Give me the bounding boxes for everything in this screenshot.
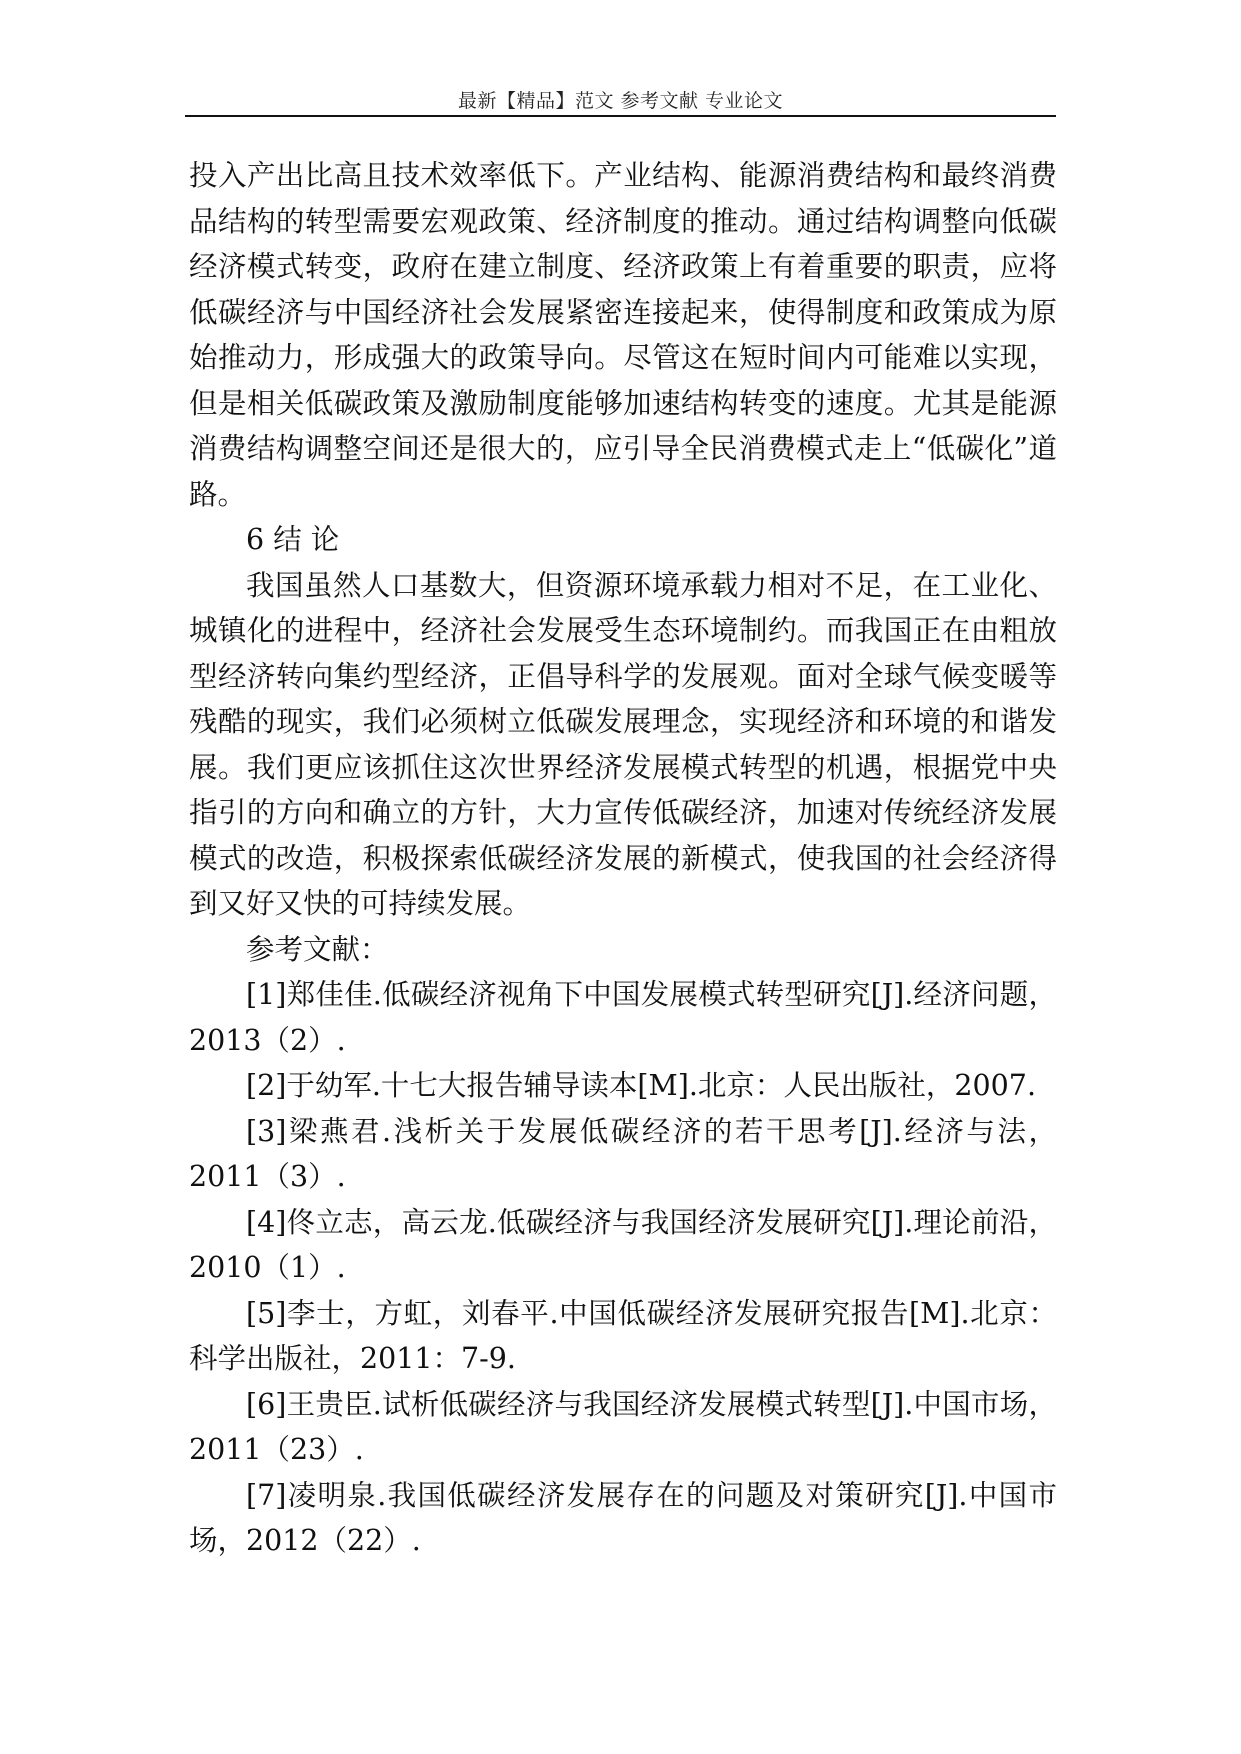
reference-item: [1]郑佳佳.低碳经济视角下中国发展模式转型研究[J].经济问题，2013（2）. [189, 978, 1057, 1057]
reference-item: [7]凌明泉.我国低碳经济发展存在的问题及对策研究[J].中国市场，2012（22）. [189, 1478, 1057, 1557]
reference-item: [5]李士，方虹，刘春平.中国低碳经济发展研究报告[M].北京：科学出版社，2011：7-9. [189, 1296, 1057, 1375]
body-paragraph: 投入产出比高且技术效率低下。产业结构、能源消费结构和最终消费品结构的转型需要宏观政策、经济制度的推动。通过结构调整向低碳经济模式转变，政府在建立制度、经济政策上有着重要的职责，应将低碳经济与中国经济社会发展紧密连接起来，使得制度和政策成为原始推动力，形成强大的政策导向。尽管这在短时间内可能难以实现，但是相关低碳政策及激励制度能够加速结构转变的速度。尤其是能源消费结构调整空间还是很大的，应引导全民消费模式走上“低碳化”道路。 [189, 159, 1057, 511]
document-body [189, 153, 1057, 1564]
body-paragraph: 我国虽然人口基数大，但资源环境承载力相对不足，在工业化、城镇化的进程中，经济社会发展受生态环境制约。而我国正在由粗放型经济转向集约型经济，正倡导科学的发展观。面对全球气候变暖等残酷的现实，我们必须树立低碳发展理念，实现经济和环境的和谐发展。我们更应该抓住这次世界经济发展模式转型的机遇，根据党中央指引的方向和确立的方针，大力宣传低碳经济，加速对传统经济发展模式的改造，积极探索低碳经济发展的新模式，使我国的社会经济得到又好又快的可持续发展。 [189, 568, 1057, 920]
header-divider [185, 115, 1056, 117]
section-heading: 6 结 论 [246, 523, 340, 556]
references-heading: 参考文献： [246, 932, 389, 966]
reference-item: [4]佟立志，高云龙.低碳经济与我国经济发展研究[J].理论前沿，2010（1）. [189, 1205, 1057, 1284]
reference-item: [2]于幼军.十七大报告辅导读本[M].北京：人民出版社，2007. [246, 1069, 1036, 1102]
page-header: 最新【精品】范文 参考文献 专业论文 [457, 90, 784, 112]
reference-item: [3]梁燕君.浅析关于发展低碳经济的若干思考[J].经济与法，2011（3）. [189, 1114, 1057, 1193]
reference-item: [6]王贵臣.试析低碳经济与我国经济发展模式转型[J].中国市场，2011（23）. [189, 1387, 1057, 1466]
